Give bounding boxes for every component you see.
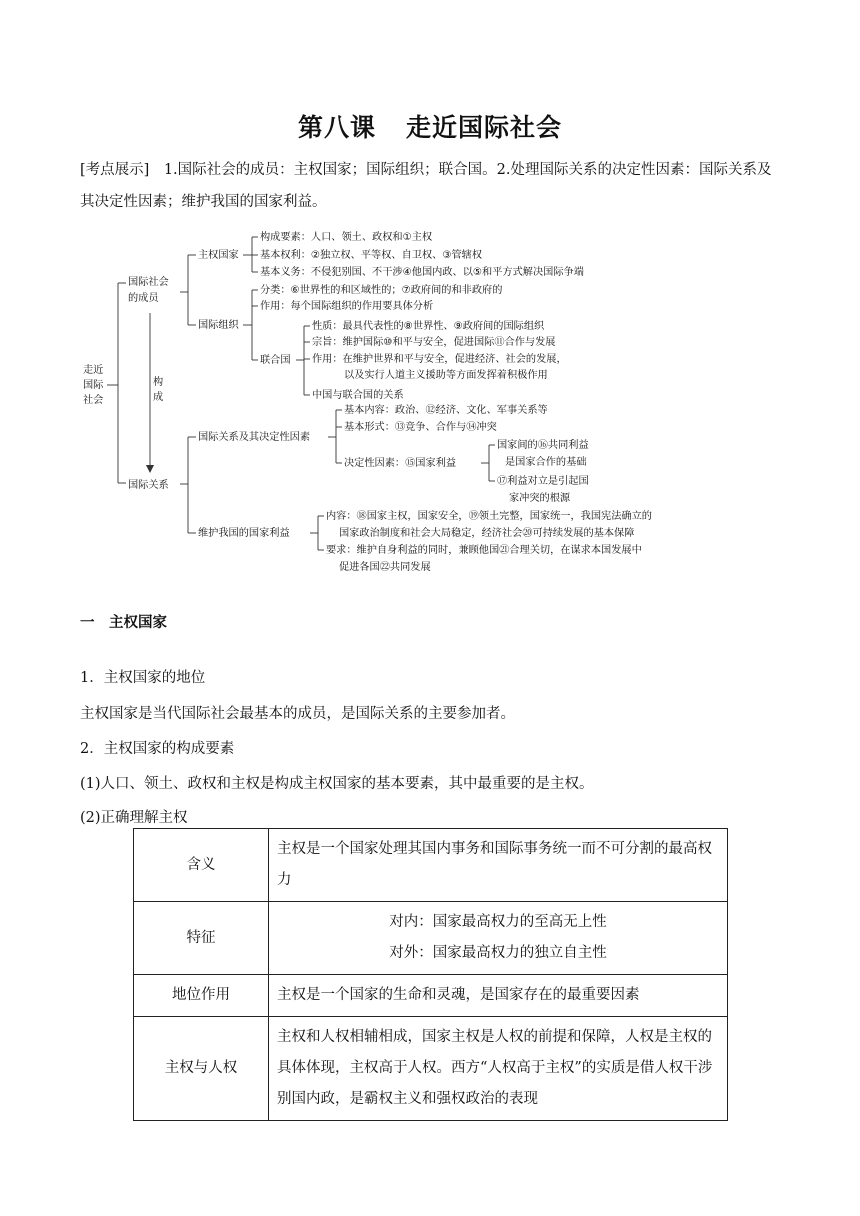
table-key: 主权与人权 <box>134 1017 269 1121</box>
un-line-3: 作用：在维护世界和平与安全，促进经济、社会的发展， <box>312 354 567 365</box>
paragraph-2: 主权国家是当代国际社会最基本的成员，是国际关系的主要参加者。 <box>80 706 515 722</box>
relation-label-1: 构 <box>153 377 164 388</box>
interest-line-1: 内容：⑱国家主权，国家安全，⑲领土完整，国家统一，我国宪法确立的 <box>326 511 652 522</box>
decisive-item-4: 家冲突的根源 <box>509 493 571 504</box>
feature-external: 对外：国家最高权力的独立自主性 <box>389 945 607 961</box>
root-line-1: 走近 <box>83 365 104 376</box>
sovereign-label: 主权国家 <box>198 250 239 261</box>
table-key: 地位作用 <box>134 975 269 1017</box>
section-heading: 一 主权国家 <box>80 615 167 631</box>
national-interest-label: 维护我国的国家利益 <box>198 528 290 539</box>
relation-label-2: 成 <box>153 392 164 403</box>
un-line-4: 以及实行人道主义援助等方面发挥着积极作用 <box>344 370 548 381</box>
relations-factors-label: 国际关系及其决定性因素 <box>198 432 311 443</box>
table-value: 主权和人权相辅相成，国家主权是人权的前提和保障，人权是主权的具体体现，主权高于人权。西方“人权高于主权”的实质是借人权干涉别国内政，是霸权主义和强权政治的表现 <box>269 1017 728 1121</box>
title-lesson: 第八课 <box>297 113 376 142</box>
relations-line-2: 基本形式：⑬竞争、合作与⑭冲突 <box>344 422 497 433</box>
un-label: 联合国 <box>260 355 291 366</box>
interest-line-2: 国家政治制度和社会大局稳定，经济社会⑳可持续发展的基本保障 <box>339 528 635 539</box>
title-topic: 走近国际社会 <box>406 113 563 142</box>
intro-tag: [考点展示] <box>80 162 150 178</box>
table-key: 特征 <box>134 902 269 975</box>
un-line-2: 宗旨：维护国际⑩和平与安全，促进国际⑪合作与发展 <box>312 337 556 348</box>
table-key: 含义 <box>134 829 269 902</box>
decisive-item-1: 国家间的⑯共同利益 <box>497 440 589 451</box>
relations-label: 国际关系 <box>128 480 169 491</box>
members-label-2: 的成员 <box>128 293 159 304</box>
table-value: 主权是一个国家的生命和灵魂，是国家存在的最重要因素 <box>269 975 728 1017</box>
sovereign-line-1: 构成要素：人口、领土、政权和①主权 <box>260 232 433 243</box>
paragraph-5: (2)正确理解主权 <box>80 810 188 826</box>
paragraph-3: 2．主权国家的构成要素 <box>80 741 235 757</box>
table-row <box>134 975 728 1017</box>
sovereignty-table <box>133 828 728 1121</box>
intl-org-line-1: 分类：⑥世界性的和区域性的；⑦政府间的和非政府的 <box>260 285 503 296</box>
knowledge-diagram <box>80 225 700 580</box>
table-value <box>269 902 728 975</box>
un-line-1: 性质：最具代表性的⑧世界性、⑨政府间的国际组织 <box>312 321 545 332</box>
decisive-item-3: ⑰利益对立是引起国 <box>497 476 589 487</box>
intl-org-line-2: 作用：每个国际组织的作用要具体分析 <box>260 301 434 312</box>
root-line-2: 国际 <box>83 380 104 391</box>
sovereign-line-3: 基本义务：不侵犯别国、不干涉④他国内政、以⑤和平方式解决国际争端 <box>260 267 584 278</box>
paragraph-4: (1)人口、领土、政权和主权是构成主权国家的基本要素，其中最重要的是主权。 <box>80 776 594 792</box>
relation-arrowhead <box>146 465 154 473</box>
un-line-5: 中国与联合国的关系 <box>312 390 404 401</box>
interest-line-3: 要求：维护自身利益的同时，兼顾他国㉑合理关切，在谋求本国发展中 <box>326 545 642 556</box>
root-line-3: 社会 <box>83 395 104 406</box>
table-row <box>134 902 728 975</box>
sovereign-line-2: 基本权利：②独立权、平等权、自卫权、③管辖权 <box>260 250 483 261</box>
decisive-factor-label: 决定性因素：⑮国家利益 <box>344 458 457 469</box>
members-label-1: 国际社会 <box>128 277 169 288</box>
interest-line-4: 促进各国㉒共同发展 <box>339 562 431 573</box>
intl-org-label: 国际组织 <box>198 320 239 331</box>
paragraph-1: 1．主权国家的地位 <box>80 670 206 686</box>
feature-internal: 对内：国家最高权力的至高无上性 <box>389 914 607 930</box>
table-row <box>134 1017 728 1121</box>
intro-paragraph <box>80 154 785 218</box>
intro-text: 1.国际社会的成员：主权国家；国际组织；联合国。2.处理国际关系的决定性因素：国际关系及其决定性因素；维护我国的国家利益。 <box>80 162 772 210</box>
table-row <box>134 829 728 902</box>
relations-line-1: 基本内容：政治、⑫经济、文化、军事关系等 <box>344 405 548 416</box>
table-value: 主权是一个国家处理其国内事务和国际事务统一而不可分割的最高权力 <box>269 829 728 902</box>
decisive-item-2: 是国家合作的基础 <box>505 457 587 468</box>
page-title <box>0 108 860 144</box>
